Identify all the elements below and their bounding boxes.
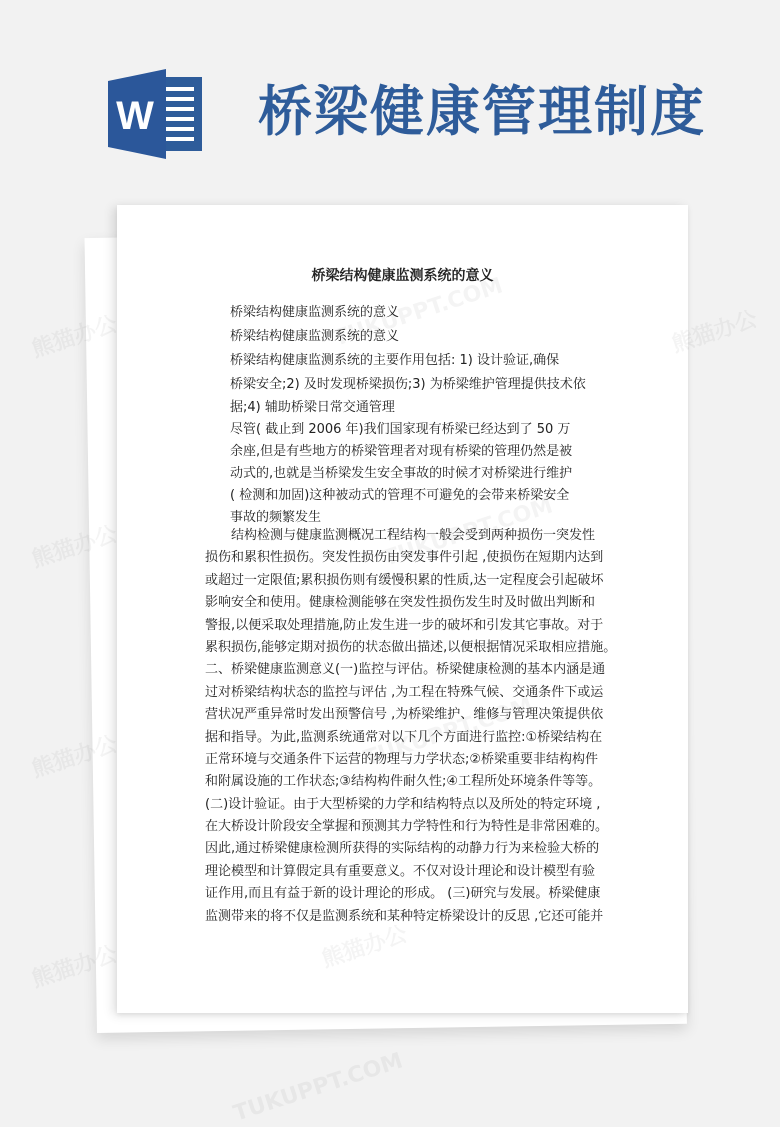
text-line: 理论模型和计算假定具有重要意义。不仅对设计理论和设计模型有验	[205, 863, 596, 879]
text-line: 据;4) 辅助桥梁日常交通管理	[230, 400, 395, 415]
text-line: 损伤和累积性损伤。突发性损伤由突发事件引起 ,使损伤在短期内达到	[205, 550, 604, 566]
text-line: 尽管( 截止到 2006 年)我们国家现有桥梁已经达到了 50 万	[230, 422, 571, 437]
text-line: 余座,但是有些地方的桥梁管理者对现有桥梁的管理仍然是被	[230, 444, 573, 459]
text-line: 桥梁结构健康监测系统的主要作用包括: 1) 设计验证,确保	[230, 353, 560, 368]
text-line: (二)设计验证。由于大型桥梁的力学和结构特点以及所处的特定环境 ,	[205, 796, 601, 812]
text-line: 结构检测与健康监测概况工程结构一般会受到两种损伤一突发性	[231, 528, 596, 543]
text-line: 营状况严重异常时发出预警信号 ,为桥梁维护、维修与管理决策提供依	[205, 707, 604, 723]
document-page	[117, 205, 688, 1013]
text-line: 桥梁结构健康监测系统的意义	[230, 305, 400, 320]
text-line: 桥梁结构健康监测系统的意义	[230, 329, 400, 344]
text-line: 影响安全和使用。健康检测能够在突发性损伤发生时及时做出判断和	[205, 595, 596, 611]
text-line: 桥梁安全;2) 及时发现桥梁损伤;3) 为桥梁维护管理提供技术依	[230, 377, 586, 392]
document-title: 桥梁结构健康监测系统的意义	[311, 268, 494, 284]
text-line: 警报,以便采取处理措施,防止发生进一步的破坏和引发其它事故。对于	[205, 617, 604, 633]
text-line: 动式的,也就是当桥梁发生安全事故的时候才对桥梁进行维护	[230, 466, 573, 481]
text-line: 累积损伤,能够定期对损伤的状态做出描述,以便根据情况采取相应措施。	[205, 639, 617, 655]
body-section	[205, 525, 625, 928]
text-line: 监测带来的将不仅是监测系统和某种特定桥梁设计的反思 ,它还可能并	[205, 908, 604, 924]
text-line: 事故的频繁发生	[230, 510, 322, 525]
svg-text:W: W	[116, 94, 154, 138]
text-line: 正常环境与交通条件下运营的物理与力学状态;②桥梁重要非结构构件	[205, 751, 599, 767]
text-line: 过对桥梁结构状态的监控与评估 ,为工程在特殊气候、交通条件下或运	[205, 684, 604, 700]
text-line: 证作用,而且有益于新的设计理论的形成。 (三)研究与发展。桥梁健康	[205, 886, 601, 902]
text-line: 在大桥设计阶段安全掌握和预测其力学特性和行为特性是非常困难的。	[205, 819, 609, 835]
header	[0, 0, 780, 190]
intro-section	[230, 301, 610, 529]
text-line: 或超过一定限值;累积损伤则有缓慢积累的性质,达一定程度会引起破坏	[205, 572, 604, 588]
text-line: 二、桥梁健康监测意义(一)监控与评估。桥梁健康检测的基本内涵是通	[205, 662, 606, 678]
word-document-icon	[108, 69, 208, 159]
page-title: 桥梁健康管理制度	[258, 79, 706, 143]
text-line: 因此,通过桥梁健康检测所获得的实际结构的动静力行为来检验大桥的	[205, 841, 600, 857]
text-line: 和附属设施的工作状态;③结构构件耐久性;④工程所处环境条件等等。	[205, 774, 602, 790]
watermark	[230, 1048, 406, 1126]
text-line: ( 检测和加固)这种被动式的管理不可避免的会带来桥梁安全	[230, 488, 570, 503]
text-line: 据和指导。为此,监测系统通常对以下几个方面进行监控:①桥梁结构在	[205, 729, 603, 745]
